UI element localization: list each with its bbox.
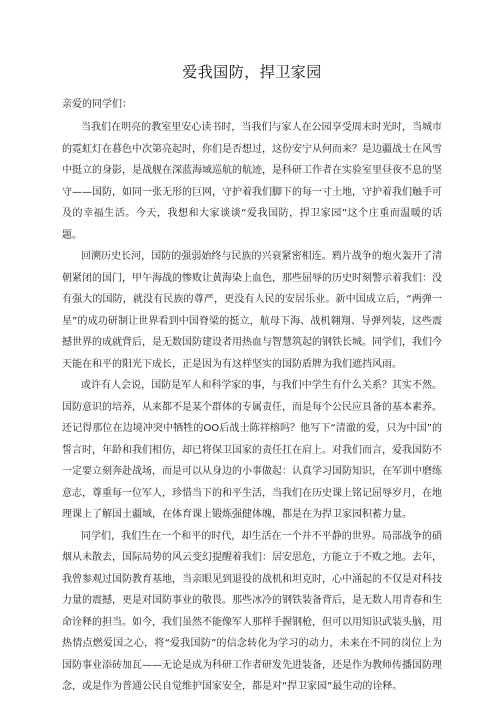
paragraph-4: 同学们，我们生在一个和平的时代，却生活在一个并不平静的世界。局部战争的硝烟从未散去，国际局势的风云变幻提醒着我们：居安思危，方能立于不败之地。去年，我曾参观过国防教育基地，当亲眼见到退役的战机和坦克时，心中涌起的不仅是对科技力量的震撼，更是对国防事业的敬畏。那些冰冷的钢铁装备背后，是无数人用青春和生命诠释的担当。如今，我们虽然不能像军人那样手握钢枪，但可以用知识武装头脑，用热情点燃爱国之心，将“爱我国防”的信念转化为学习的动力，未来在不同的岗位上为国防事业添砖加瓦——无论是成为科研工作者研发先进装备，还是作为教师传播国防理念，或是作为普通公民自觉维护国家安全，都是对“捍卫家园”最生动的诠释。 <box>62 530 442 692</box>
paragraph-2: 回溯历史长河，国防的强弱始终与民族的兴衰紧密相连。鸦片战争的炮火轰开了清朝紧闭的国门，甲午海战的惨败让黄海染上血色，那些屈辱的历史时刻警示着我们：没有强大的国防，就没有民族的尊严，更没有人民的安居乐业。新中国成立后，“两弹一星”的成功研制让世界看到中国脊梁的挺立，航母下海、战机翱翔、导弹列装，这些震撼世界的成就背后，是无数国防建设者用热血与智慧筑起的钢铁长城。同学们，我们今天能在和平的阳光下成长，正是因为有这样坚实的国防盾牌为我们遮挡风雨。 <box>62 251 442 370</box>
paragraph-1: 当我们在明亮的教室里安心读书时，当我们与家人在公园享受周末时光时，当城市的霓虹灯在暮色中次第亮起时，你们是否想过，这份安宁从何而来？是边疆战士在风雪中挺立的身影，是战舰在深蓝海域巡航的航迹，是科研工作者在实验室里昼夜不息的坚守——国防，如同一张无形的巨网，守护着我们脚下的每一寸土地，守护着我们触手可及的幸福生活。今天，我想和大家谈谈“爱我国防，捍卫家园”这个庄重而温暖的话题。 <box>62 122 442 241</box>
paragraph-3: 或许有人会说，国防是军人和科学家的事，与我们中学生有什么关系？其实不然。国防意识的培养，从来都不是某个群体的专属责任，而是每个公民应具备的基本素养。还记得那位在边境冲突中牺牲的OO后战士陈祥榕吗？他写下“清澈的爱，只为中国”的誓言时，年龄和我们相仿，却已将保卫国家的责任扛在肩上。对我们而言，爱我国防不一定要立刻奔赴战场，而是可以从身边的小事做起：认真学习国防知识，在军训中磨练意志，尊重每一位军人，珍惜当下的和平生活，当我们在历史课上铭记屈辱岁月，在地理课上了解国土疆域，在体育课上锻炼强健体魄，都是在为捍卫家园积蓄力量。 <box>62 380 442 520</box>
document-title: 爱我国防，捍卫家园 <box>182 63 322 81</box>
salutation: 亲爱的同学们： <box>62 99 132 110</box>
